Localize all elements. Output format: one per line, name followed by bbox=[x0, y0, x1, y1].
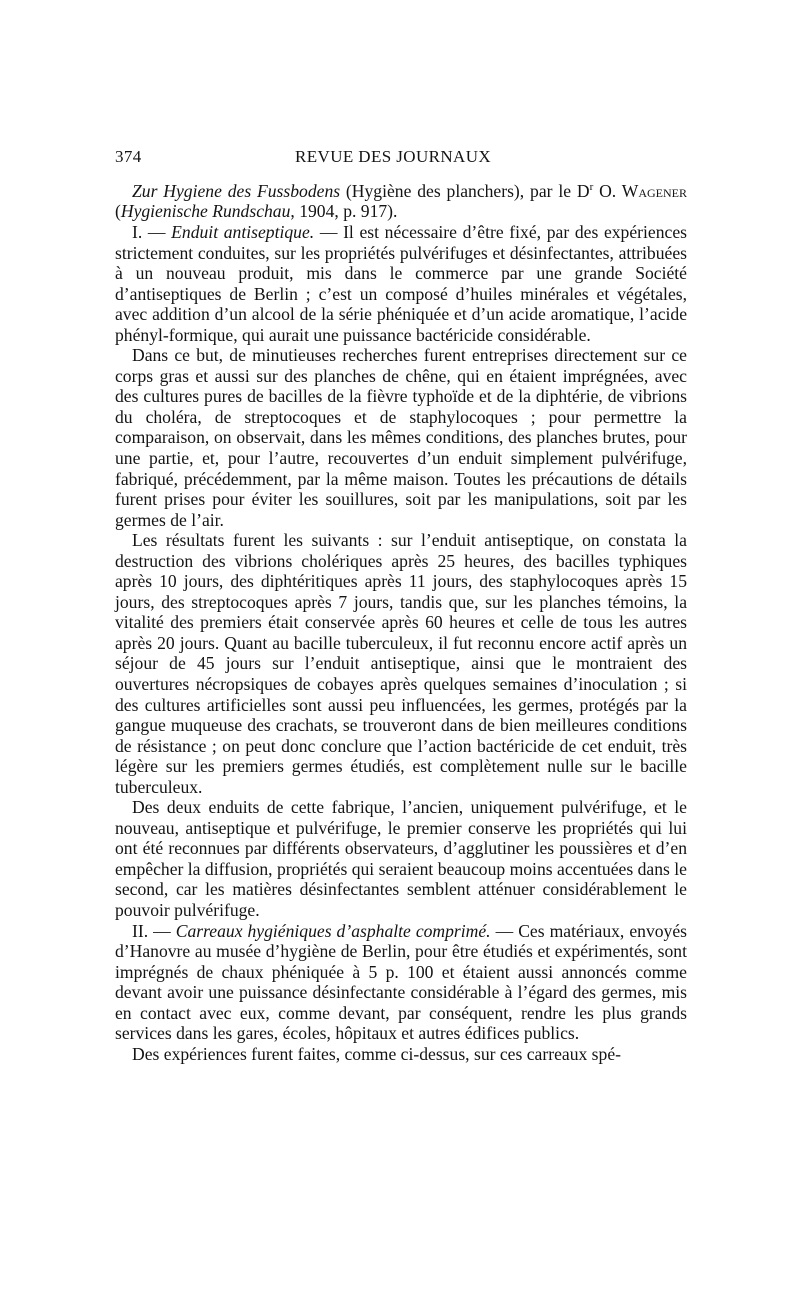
reference-title: Zur Hygiene des Fussbodens bbox=[132, 180, 341, 201]
section-2-paragraph bbox=[115, 921, 687, 1044]
reference-journal: Hygienische Rundschau bbox=[120, 201, 291, 222]
reference-details: , 1904, p. 917). bbox=[290, 201, 398, 222]
article-body bbox=[115, 177, 687, 1064]
section-1-heading: Enduit antiseptique. bbox=[171, 221, 315, 242]
section-2-text: — Ces matériaux, envoyés d’Hanovre au musée d’hygiène de Berlin, pour être étudiés et expérimentés, sont imprégnés de chaux phéniquée à 5 p. 100 et étaient aussi annoncés comme devant avoir une puissance désinfectante considérable à l’égard des germes, mis en contact avec eux, comme devant, par conséquent, rendre les plus grands services dans les gares, écoles, hôpitaux et autres édifices publics. bbox=[115, 920, 687, 1044]
section-1-paragraph bbox=[115, 222, 687, 345]
reference-author: O. Wagener bbox=[593, 180, 687, 201]
section-1-text: — Il est nécessaire d’être fixé, par des expériences strictement conduites, sur les propriétés pulvérifuges et désinfectantes, attribuées à un nouveau produit, mis dans le commerce par une grande Société d’antiseptiques de Berlin ; c’est un composé d’huiles minérales et végétales, avec addition d’un alcool de la série phéniquée et d’un acide aromatique, l’acide phényl-formique, qui aurait une puissance bactéricide considérable. bbox=[115, 221, 687, 345]
running-title: REVUE DES JOURNAUX bbox=[295, 147, 492, 166]
body-paragraph-3: Des deux enduits de cette fabrique, l’ancien, uniquement pulvérifuge, et le nouveau, antiseptique et pulvérifuge, le premier conserve les propriétés qui lui ont été reconnues par différents observateurs, d’agglutiner les poussières et d’en empêcher la diffusion, propriétés qui seraient beaucoup moins accentuées dans le second, car les matières désinfectantes semblent atténuer considérablement le pouvoir pulvérifuge. bbox=[115, 797, 687, 920]
section-2-numeral: II. — bbox=[132, 920, 176, 941]
reference-translation: (Hygiène des planchers), par le D bbox=[340, 180, 590, 201]
page-header bbox=[115, 147, 687, 169]
doctor-superscript: r bbox=[589, 181, 594, 193]
section-2-heading: Carreaux hygiéniques d’asphalte comprimé. bbox=[175, 920, 491, 941]
page-number: 374 bbox=[115, 147, 142, 166]
bibliographic-reference: Zur Hygiene des Fussbodens (Hygiène des planchers), par le $D^r$ O. Wagener (Hygienische Rundschau, 1904, p. 917). bbox=[115, 180, 687, 222]
body-paragraph-2: Les résultats furent les suivants : sur l’enduit antiseptique, on constata la destruction des vibrions cholériques après 25 heures, des bacilles typhiques après 10 jours, des diphtéritiques après 11 jours, des staphylocoques après 15 jours, des streptocoques après 7 jours, tandis que, sur les planches témoins, la vitalité des premiers était conservée après 60 heures et celle de tous les autres après 20 jours. Quant au bacille tuberculeux, il fut reconnu encore actif après un séjour de 45 jours sur l’enduit antiseptique, ainsi que le montraient des ouvertures nécropsiques de cobayes après quelques semaines d’inoculation ; si des cultures artificielles sont aussi peu influencées, les germes, protégés par la gangue muqueuse des crachats, se trouveront dans de bien meilleures conditions de résistance ; on peut donc conclure que l’action bactéricide de cet enduit, très légère sur les premiers germes étudiés, est complètement nulle sur le bacille tuberculeux. bbox=[115, 530, 687, 797]
last-paragraph: Des expériences furent faites, comme ci-dessus, sur ces carreaux spé- bbox=[132, 1043, 621, 1064]
body-paragraph-1: Dans ce but, de minutieuses recherches furent entreprises directement sur ce corps gras et aussi sur des planches de chêne, qui en étaient imprégnées, avec des cultures pures de bacilles de la fièvre typhoïde et de la diphtérie, de vibrions du choléra, de streptocoques et de staphylocoques ; pour permettre la comparaison, on observait, dans les mêmes conditions, des planches brutes, pour une partie, et, pour l’autre, recouvertes d’un enduit simplement pulvérifuge, fabriqué, précédemment, par la même maison. Toutes les précautions de détails furent prises pour éviter les souillures, soit par les manipulations, soit par les germes de l’air. bbox=[115, 345, 687, 530]
section-1-numeral: I. — bbox=[132, 221, 172, 242]
